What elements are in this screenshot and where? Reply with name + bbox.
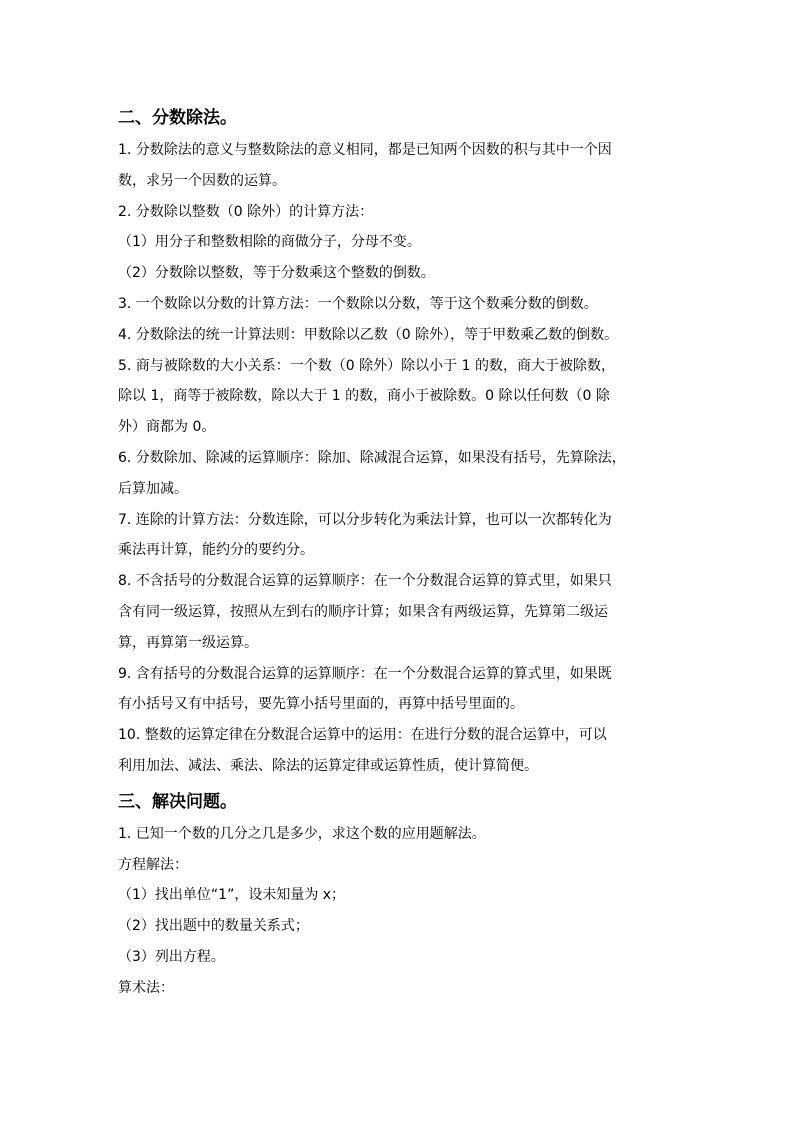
- text-line: 外）商都为 0。: [118, 419, 216, 436]
- text-line: 3. 一个数除以分数的计算方法：一个数除以分数，等于这个数乘分数的倒数。: [118, 295, 598, 312]
- text-line: 1. 分数除法的意义与整数除法的意义相同，都是已知两个因数的积与其中一个因: [118, 142, 612, 158]
- text-line: 数，求另一个因数的运算。: [118, 172, 286, 189]
- text-line: 5. 商与被除数的大小关系：一个数（0 除外）除以小于 1 的数，商大于被除数，: [118, 357, 615, 374]
- text-line: 9. 含有括号的分数混合运算的运算顺序：在一个分数混合运算的算式里，如果既: [118, 665, 612, 682]
- text-line: （2）找出题中的数量关系式；: [118, 918, 309, 935]
- text-line: 7. 连除的计算方法：分数连除，可以分步转化为乘法计算，也可以一次都转化为: [118, 511, 612, 528]
- text-line: 1. 已知一个数的几分之几是多少，求这个数的应用题解法。: [118, 825, 486, 842]
- text-line: 6. 分数除加、除减的运算顺序：除加、除减混合运算，如果没有括号，先算除法，: [118, 449, 626, 466]
- text-line: （3）列出方程。: [118, 948, 225, 965]
- text-line: 有小括号又有中括号，要先算小括号里面的，再算中括号里面的。: [118, 696, 524, 713]
- text-line: （1）用分子和整数相除的商做分子，分母不变。: [118, 234, 421, 251]
- text-line: 利用加法、减法、乘法、除法的运算定律或运算性质，使计算简便。: [118, 757, 538, 774]
- text-line: 4. 分数除法的统一计算法则：甲数除以乙数（0 除外），等于甲数乘乙数的倒数。: [118, 326, 619, 343]
- text-line: 8. 不含括号的分数混合运算的运算顺序：在一个分数混合运算的算式里，如果只: [118, 573, 612, 590]
- text-line: 后算加减。: [118, 480, 188, 497]
- document-content: [118, 101, 684, 1004]
- text-line: 算，再算第一级运算。: [118, 634, 258, 651]
- text-line: 2. 分数除以整数（0 除外）的计算方法：: [118, 203, 374, 220]
- text-line: 方程解法：: [118, 856, 188, 873]
- text-line: 含有同一级运算，按照从左到右的顺序计算；如果含有两级运算，先算第二级运: [118, 603, 608, 620]
- text-line: （2）分数除以整数，等于分数乘这个整数的倒数。: [118, 265, 435, 282]
- text-line: 算术法：: [118, 979, 174, 996]
- text-line: （1）找出单位“1”，设未知量为 x；: [118, 887, 346, 904]
- text-line: 10. 整数的运算定律在分数混合运算中的运用：在进行分数的混合运算中，可以: [118, 727, 607, 744]
- section-heading-fraction-division: 二、分数除法。: [118, 108, 237, 128]
- text-line: 乘法再计算，能约分的要约分。: [118, 542, 314, 559]
- section-heading-problem-solving: 三、解决问题。: [118, 791, 237, 812]
- text-line: 除以 1，商等于被除数，除以大于 1 的数，商小于被除数。0 除以任何数（0 除: [118, 388, 610, 405]
